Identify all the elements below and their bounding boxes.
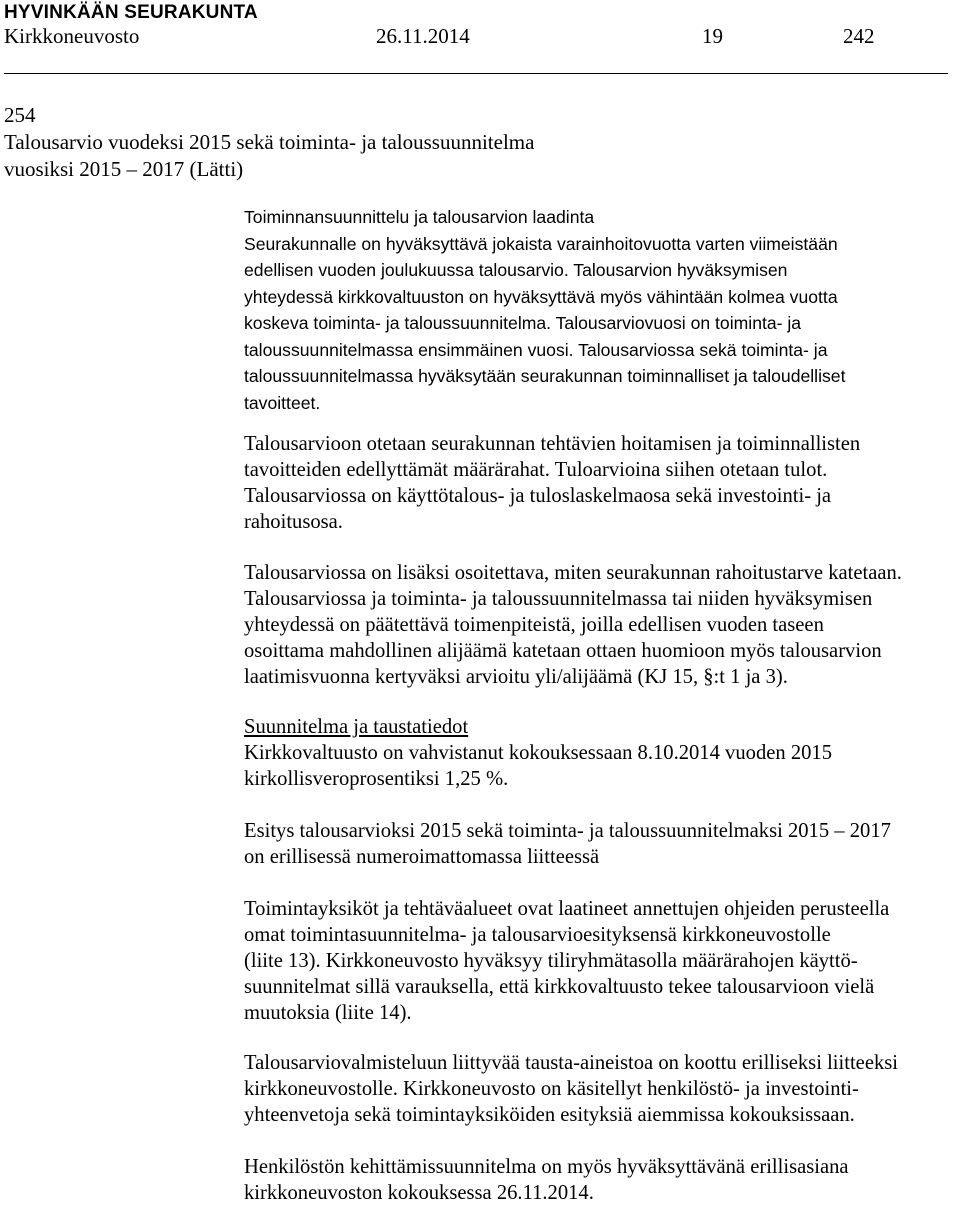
paragraph-line: suunnitelmat sillä varauksella, että kirkkovaltuusto tekee talousarvioon vielä bbox=[244, 976, 875, 998]
background-line: tavoitteet. bbox=[244, 392, 321, 413]
paragraph-line: yhteydessä on päätettävä toimenpiteistä, joilla edellisen vuoden taseen bbox=[244, 614, 824, 636]
paragraph-line: muutoksia (liite 14). bbox=[244, 1002, 412, 1024]
paragraph-personnel-plan bbox=[244, 1154, 849, 1206]
paragraph-line: yhteenvetoja sekä toimintayksiköiden esityksiä aiemmissa kokouksissaan. bbox=[244, 1104, 855, 1126]
paragraph-line: tavoitteiden edellyttämät määrärahat. Tuloarvioina siihen otetaan tulot. bbox=[244, 459, 828, 481]
paragraph-line: Talousarviossa on lisäksi osoitettava, miten seurakunnan rahoitustarve katetaan. bbox=[244, 562, 902, 584]
section-number: 254 bbox=[4, 103, 36, 127]
background-line: yhteydessä kirkkovaltuuston on hyväksyttävä myös vähintään kolmea vuotta bbox=[244, 286, 838, 307]
paragraph-line: osoittama mahdollinen alijäämä katetaan ottaen huomioon myös talousarvion bbox=[244, 640, 882, 662]
paragraph-line: Talousarviossa on käyttötalous- ja tuloslaskelmaosa sekä investointi- ja bbox=[244, 485, 832, 507]
header-divider bbox=[4, 73, 948, 74]
plan-heading: Suunnitelma ja taustatiedot bbox=[244, 716, 469, 738]
plan-section bbox=[244, 714, 832, 792]
paragraph-line: omat toimintasuunnitelma- ja talousarvioesityksensä kirkkoneuvostolle bbox=[244, 924, 831, 946]
running-page-number: 242 bbox=[843, 24, 875, 48]
paragraph-budget-contents bbox=[244, 431, 860, 535]
background-line: koskeva toiminta- ja taloussuunnitelma. Talousarviovuosi on toiminta- ja bbox=[244, 313, 802, 333]
background-line: taloussuunnitelmassa hyväksytään seurakunnan toiminnalliset ja taloudelliset bbox=[244, 366, 846, 386]
paragraph-financing bbox=[244, 560, 902, 690]
background-line: edellisen vuoden joulukuussa talousarvio. Talousarvion hyväksymisen bbox=[244, 260, 788, 280]
paragraph-line: (liite 13). Kirkkoneuvosto hyväksyy tiliryhmätasolla määrärahojen käyttö- bbox=[244, 950, 858, 972]
paragraph-line: on erillisessä numeroimattomassa liitteessä bbox=[244, 846, 600, 868]
paragraph-background-material bbox=[244, 1050, 898, 1128]
paragraph-line: Henkilöstön kehittämissuunnitelma on myös hyväksyttävänä erillisasiana bbox=[244, 1156, 849, 1178]
meeting-date: 26.11.2014 bbox=[376, 24, 470, 48]
paragraph-line: kirkkoneuvoston kokouksessa 26.11.2014. bbox=[244, 1182, 594, 1204]
section-title-line: Talousarvio vuodeksi 2015 sekä toiminta- ja taloussuunnitelma bbox=[4, 130, 535, 154]
paragraph-line: Esitys talousarvioksi 2015 sekä toiminta- ja taloussuunnitelmaksi 2015 – 2017 bbox=[244, 820, 891, 842]
section-heading bbox=[4, 102, 534, 183]
paragraph-line: Toimintayksiköt ja tehtäväalueet ovat laatineet annettujen ohjeiden perusteella bbox=[244, 898, 890, 920]
paragraph-line: Talousarviossa ja toiminta- ja taloussuunnitelmassa tai niiden hyväksymisen bbox=[244, 588, 873, 610]
paragraph-proposal bbox=[244, 818, 891, 870]
section-title-line: vuosiksi 2015 – 2017 (Lätti) bbox=[4, 157, 244, 181]
meeting-body: Kirkkoneuvosto bbox=[4, 24, 140, 48]
paragraph-line: Kirkkovaltuusto on vahvistanut kokouksessaan 8.10.2014 vuoden 2015 bbox=[244, 742, 833, 764]
page-number: 19 bbox=[702, 24, 723, 48]
background-heading: Toiminnansuunnittelu ja talousarvion laadinta bbox=[244, 207, 595, 227]
background-line: taloussuunnitelmassa ensimmäinen vuosi. Talousarviossa sekä toiminta- ja bbox=[244, 339, 828, 360]
paragraph-line: kirkollisveroprosentiksi 1,25 %. bbox=[244, 768, 509, 790]
paragraph-line: laatimisvuonna kertyväksi arvioitu yli/alijäämä (KJ 15, §:t 1 ja 3). bbox=[244, 666, 788, 688]
paragraph-units bbox=[244, 896, 889, 1026]
organization-name: HYVINKÄÄN SEURAKUNTA bbox=[4, 2, 258, 23]
paragraph-line: kirkkoneuvostolle. Kirkkoneuvosto on käsitellyt henkilöstö- ja investointi- bbox=[244, 1078, 859, 1100]
background-line: Seurakunnalle on hyväksyttävä jokaista varainhoitovuotta varten viimeistään bbox=[244, 233, 838, 254]
paragraph-line: rahoitusosa. bbox=[244, 511, 343, 533]
background-section bbox=[244, 204, 845, 416]
paragraph-line: Talousarviovalmisteluun liittyvää tausta-aineistoa on koottu erilliseksi liitteeksi bbox=[244, 1052, 898, 1074]
paragraph-line: Talousarvioon otetaan seurakunnan tehtävien hoitamisen ja toiminnallisten bbox=[244, 433, 861, 455]
